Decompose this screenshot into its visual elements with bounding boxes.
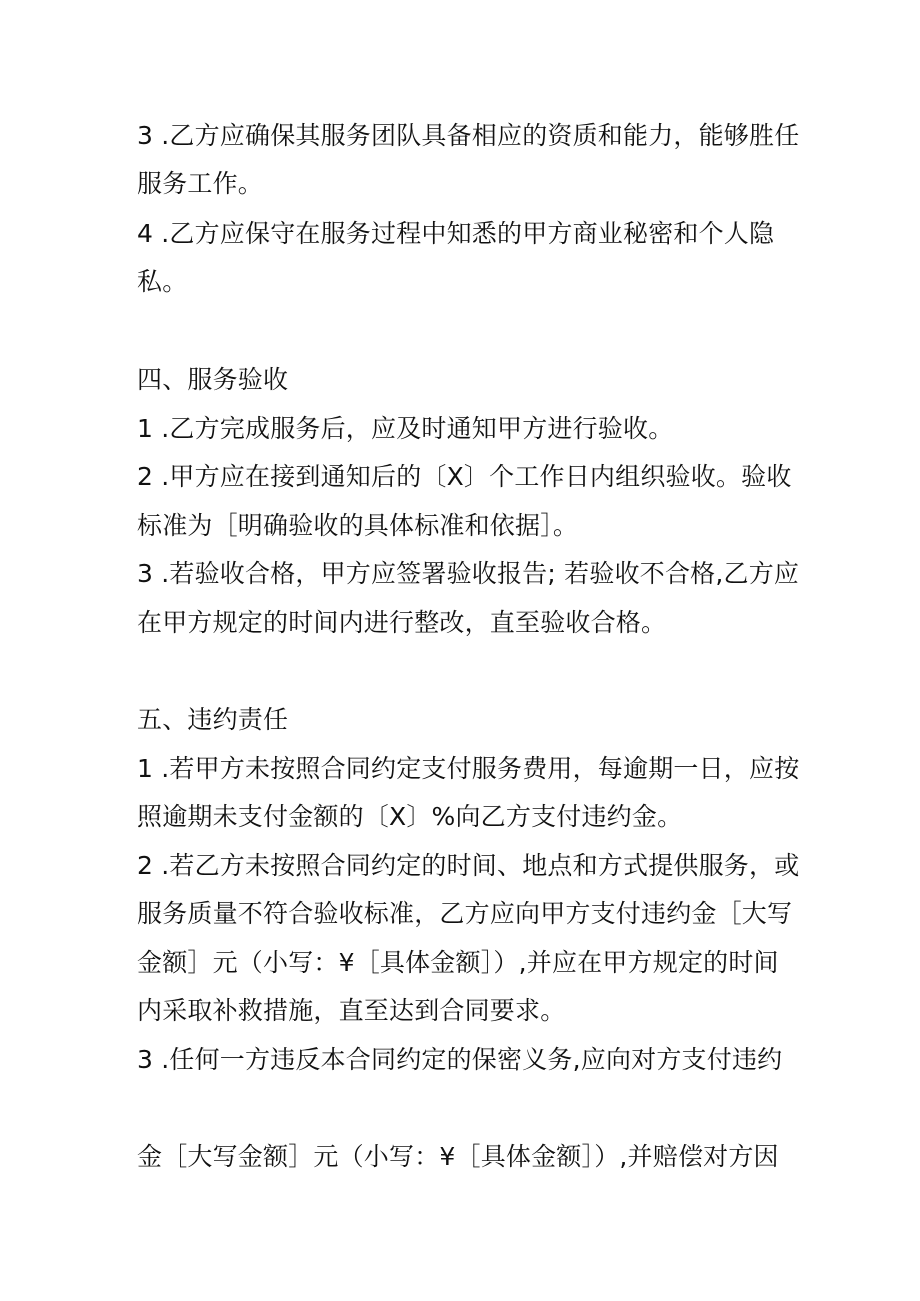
acceptance-clause-3-line-2: 在甲方规定的时间内进行整改，直至验收合格。 <box>137 608 667 637</box>
liability-clause-3-line-2: 金［大写金额］元（小写：¥［具体金额］）,并赔偿对方因 <box>137 1142 779 1171</box>
liability-clause-1-line-2: 照逾期未支付金额的〔X〕%向乙方支付违约金。 <box>137 802 683 831</box>
liability-clause-3-line-1: 3 .任何一方违反本合同约定的保密义务,应向对方支付违约 <box>137 1045 783 1074</box>
acceptance-clause-2-line-1: 2 .甲方应在接到通知后的〔X〕个工作日内组织验收。验收 <box>137 462 792 491</box>
section-heading-liability: 五、违约责任 <box>137 705 289 734</box>
liability-clause-2-line-3: 金额］元（小写：¥［具体金额］）,并应在甲方规定的时间 <box>137 948 779 977</box>
acceptance-clause-1: 1 .乙方完成服务后，应及时通知甲方进行验收。 <box>137 414 674 443</box>
section-heading-acceptance: 四、服务验收 <box>137 365 289 394</box>
acceptance-clause-2-line-2: 标准为［明确验收的具体标准和依据］。 <box>137 511 579 540</box>
acceptance-clause-3-line-1: 3 .若验收合格，甲方应签署验收报告; 若验收不合格,乙方应 <box>137 559 800 588</box>
clause-4-line-2: 私。 <box>137 267 188 296</box>
clause-3-line-2: 服务工作。 <box>137 169 264 198</box>
clause-3-line-1: 3 .乙方应确保其服务团队具备相应的资质和能力，能够胜任 <box>137 121 800 150</box>
liability-clause-2-line-1: 2 .若乙方未按照合同约定的时间、地点和方式提供服务，或 <box>137 851 800 880</box>
liability-clause-1-line-1: 1 .若甲方未按照合同约定支付服务费用，每逾期一日，应按 <box>137 754 800 783</box>
liability-clause-2-line-2: 服务质量不符合验收标准，乙方应向甲方支付违约金［大写 <box>137 899 793 928</box>
liability-clause-2-line-4: 内采取补救措施，直至达到合同要求。 <box>137 996 566 1025</box>
clause-4-line-1: 4 .乙方应保守在服务过程中知悉的甲方商业秘密和个人隐 <box>137 219 775 248</box>
